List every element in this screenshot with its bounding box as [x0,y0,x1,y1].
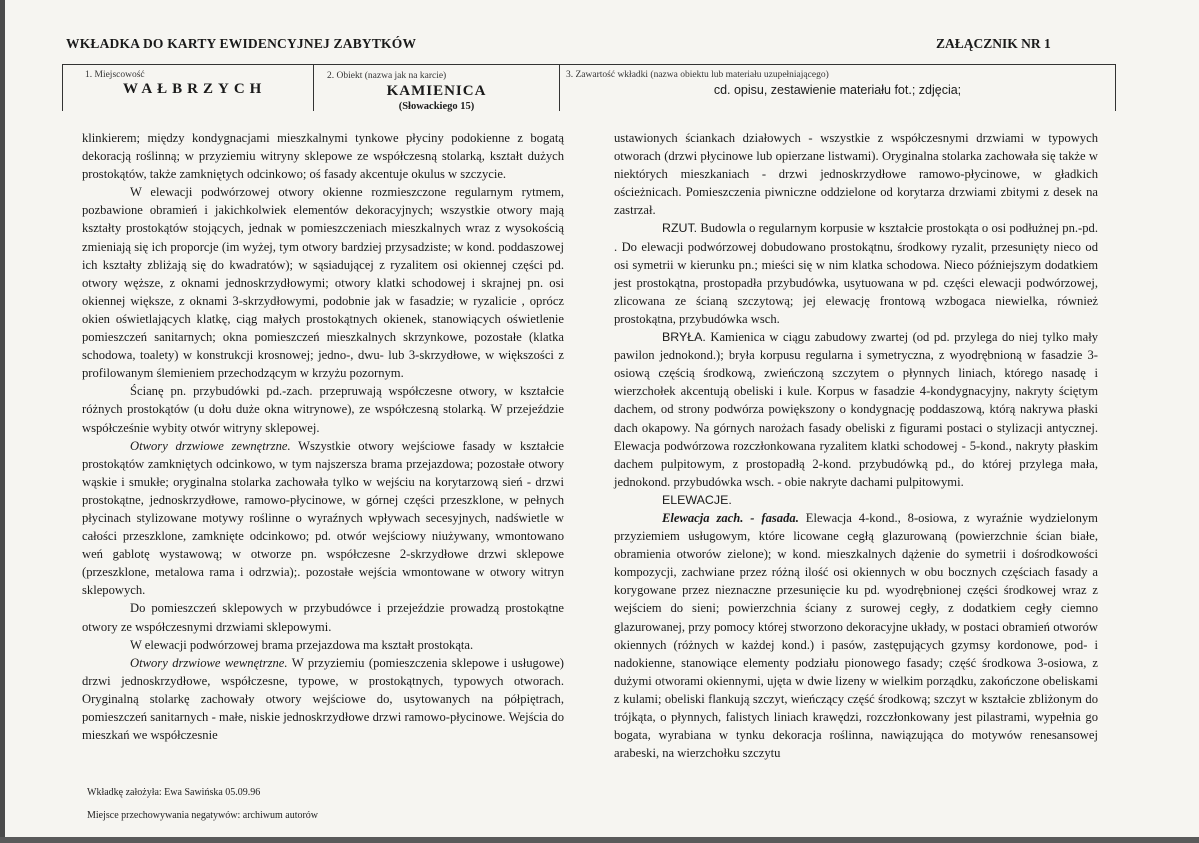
paragraph [82,654,564,744]
field-miejscowosc [63,65,314,111]
section-label: Elewacja zach. - fasada. [662,510,799,525]
field-value: WAŁBRZYCH [123,81,267,97]
field-zawartosc [560,65,1115,111]
paragraph-text: W przyziemiu (pomieszczenia sklepowe i usługowe) drzwi jednoskrzydłowe, współczesne, typowe, w prostokątnych, typowych otworach. Oryginalną stolarkę zachowały otwory wejściowe do, usytowanych na półpiętrach, pomieszczeń sanitarnych - małe, niskie jednoskrzydłowe drzwi ramowo-płycinowe. Wejścia do mieszkań we współczesnie [82,655,564,743]
field-label: 3. Zawartość wkładki (nazwa obiektu lub materiału uzupełniającego) [566,70,829,80]
paragraph [614,219,1098,328]
footer-storage: Miejsce przechowywania negatywów: archiwum autorów [87,810,319,821]
paragraph: W elewacji podwórzowej brama przejazdowa ma kształt prostokąta. [130,637,474,652]
section-label: RZUT. [662,221,698,236]
field-value: KAMIENICA [386,83,487,99]
field-value-address: (Słowackiego 15) [398,101,475,112]
section-label: Otwory drzwiowe wewnętrzne. [130,655,288,670]
paragraph: Do pomieszczeń sklepowych w przybudówce i przejeździe prowadzą prostokątne otwory ze współczesnymi drzwiami sklepowymi. [82,601,564,634]
scan-edge-bottom [0,837,1199,843]
paragraph-text: Kamienica w ciągu zabudowy zwartej (od pd. przylega do niej tylko mały pawilon jednokond.); bryła korpusu regularna i symetryczna, z wyodrębnioną w fasadzie 3-osiową częścią środkową, zwieńczoną szczytem o płynnych liniach, którego nasadę i wierzchołek akcentują obeliski i kule. Korpus w fasadzie 4-kondygnacyjny, nakryty ściętym dachem, od strony podwórza powiększony o kondygnację poddaszową, którą nakrywa płaski dach okapowy. Na górnych narożach fasady obeliski z figurami postaci o stylizacji antycznej. Elewacja podwórzowa rozczłonkowana ryzalitem klatki schodowej - 5-kond., nakryty płaskim dachem pulpitowym, z prostopadłą 2-kond. przybudówką pd., do której przylega mała, jednokond. przybudówka wsch. - obie nakryte dachami pulpitowymi. [614,330,1098,489]
field-value: cd. opisu, zestawienie materiału fot.; zdjęcia; [713,83,962,97]
document-title: WKŁADKA DO KARTY EWIDENCYJNEJ ZABYTKÓW [66,36,417,51]
attachment-number: ZAŁĄCZNIK NR 1 [936,36,1051,51]
scan-edge-left [0,0,5,843]
paragraph: klinkierem; między kondygnacjami mieszkalnymi tynkowe płyciny podokienne z bogatą dekoracją roślinną; w przyziemiu witryny sklepowe ze współczesną stolarką, kształt dużych prostokątów, także zamkniętych odcinkowo; oś fasady akcentuje okulus w szczycie. [82,131,564,182]
text-column-right [614,129,1098,762]
paragraph [82,437,564,600]
section-heading: ELEWACJE. [662,492,732,507]
field-label: 2. Obiekt (nazwa jak na karcie) [327,71,447,81]
field-label: 1. Miejscowość [85,70,145,80]
field-obiekt [314,65,560,111]
paragraph: W elewacji podwórzowej otwory okienne rozmieszczone regularnym rytmem, pozbawione obramień i jakichkolwiek elementów dekoracyjnych; wszystkie otwory mają kształty prostokątów stojących, jednak w pomieszczeniach mieszkalnych wraz z wysokością zmieniają się ich proporcje (im wyżej, tym otwory bardziej przysadziste; w kond. poddaszowej ich kształty zbliżają się do kwadratów); w sąsiadującej z ryzalitem osi okiennej części pd. otwory węższe, z oknami jednoskrzydłowymi; otwory klatki schodowej i skrajnej pn. osi okiennej większe, z oknami 3-skrzydłowymi, podobnie jak w fasadzie; w ryzalicie , oprócz okien oświetlających klatkę, ciąg małych prostokątnych okienek, stanowiących oświetlenie pomieszczeń sanitarnych; okna pomieszczeń mieszkalnych skrzynkowe, pozostałe (klatka schodowa, toalety) w konstrukcji krosnowej; jedno-, dwu- lub 3-skrzydłowe, w większości z profilowanym ślemieniem przechodzącym w krzyżu pozornym. [82,185,564,381]
paragraph-text: Wszystkie otwory wejściowe fasady w kształcie prostokątów zamkniętych odcinkowo, w tym najszersza brama przejazdowa; pozostałe otwory wąskie i smukłe; oryginalna stolarka zachowała tylko w wejściu na korytarzową sień - drzwi prostokątne, jednoskrzydłowe, ramowo-płycinowe, w górnej części przeszklone, w pełnych płycinach stylizowane motywy roślinne o wyraźnych wpływach secesyjnych, nadświetle w całości przeszklone, zamknięte odcinkowo; pd. otwór wejściowy niużywany, wmontowano weń gablotę wystawową; w otworze pn. współczesne 2-skrzydłowe drzwi sklepowe (przeszklone, metalowa rama i odrzwia);. pozostałe wejścia wmontowane w otwory witryn sklepowych. [82,438,564,598]
text-column-left [82,129,564,744]
paragraph-text: Elewacja 4-kond., 8-osiowa, z wyraźnie wydzielonym przyziemiem usługowym, które licowane cegłą glazurowaną (powierzchnie ścian białe, obramienia otworów zielone); w kond. mieszkalnych dążenie do symetrii i dośrodkowości kompozycji, zachwiane przez różną ilość osi okiennych w obu bocznych częściach fasady a korygowane przez nieznaczne przesunięcie ku pd. wyodrębnionej części środkowej wraz z wejściem do sieni; powierzchnia ściany z surowej cegły, z dodatkiem cegły ciemno glazurowanej, przy pomocy której stworzono dekoracyjne układy, w postaci obramień otworów okiennych (różnych w każdej kond.) i pasów, zastępujących gzymsy kordonowe, pod- i nadokienne, stanowiące elementy podziału pionowego fasady; część środkowa 3-osiowa, z dużymi otworami okiennymi, ujęta w dwie lizeny w wielkim porządku, zakończone obeliskami z kulami; obeliski flankują szczyt, wieńczący część środkową; szczyt w kształcie zbliżonym do trójkąta, o płynnych, falistych liniach krawędzi, rozczłonkowany jest pilastrami, wypełnia go bogata, wyrabiana w tynku dekoracja roślinna, nawiązująca do motywów renesansowej arabeski, na wierzchołku szczytu [614,510,1098,761]
paragraph [614,509,1098,762]
header-table [62,64,1116,111]
section-label: Otwory drzwiowe zewnętrzne. [130,438,291,453]
paragraph [614,328,1098,491]
section-label: BRYŁA. [662,330,706,345]
paragraph: Ścianę pn. przybudówki pd.-zach. przepruwają współczesne otwory, w kształcie różnych prostokątów (u dołu duże okna witrynowe), ze współczesną stolarką. W przejeździe współcześnie wybity otwór witryny sklepowej. [82,384,564,435]
paragraph: ustawionych ściankach działowych - wszystkie z współczesnymi drzwiami w typowych otworach (drzwi płycinowe lub opierzane listwami). Oryginalna stolarka zachowała się także w niektórych mieszkaniach - drzwi jednoskrzydłowe ramowo-płycinowe, w gładkich ościeżnicach. Pomieszczenia piwniczne oddzielone od korytarza drzwiami zbitymi z desek na zastrzał. [614,131,1098,218]
footer-author: Wkładkę założyła: Ewa Sawińska 05.09.96 [87,787,261,798]
paragraph-text: Budowla o regularnym korpusie w kształcie prostokąta o osi podłużnej pn.-pd. . Do elewacji podwórzowej dobudowano prostokątnu, środkowy ryzalit, przesunięty nieco od osi symetrii w kierunku pn.; mieści się w nim klatka schodowa. Nieco późniejszym dodatkiem jest prostokątna, prostopadła przybudówka, usytuowana w pd. części elewacji podwórzowej, zlicowana ze ścianą szczytową; jej elewację frontową wzbogaca niewielka, również prostokątna, przybudówka wsch. [614,221,1098,326]
